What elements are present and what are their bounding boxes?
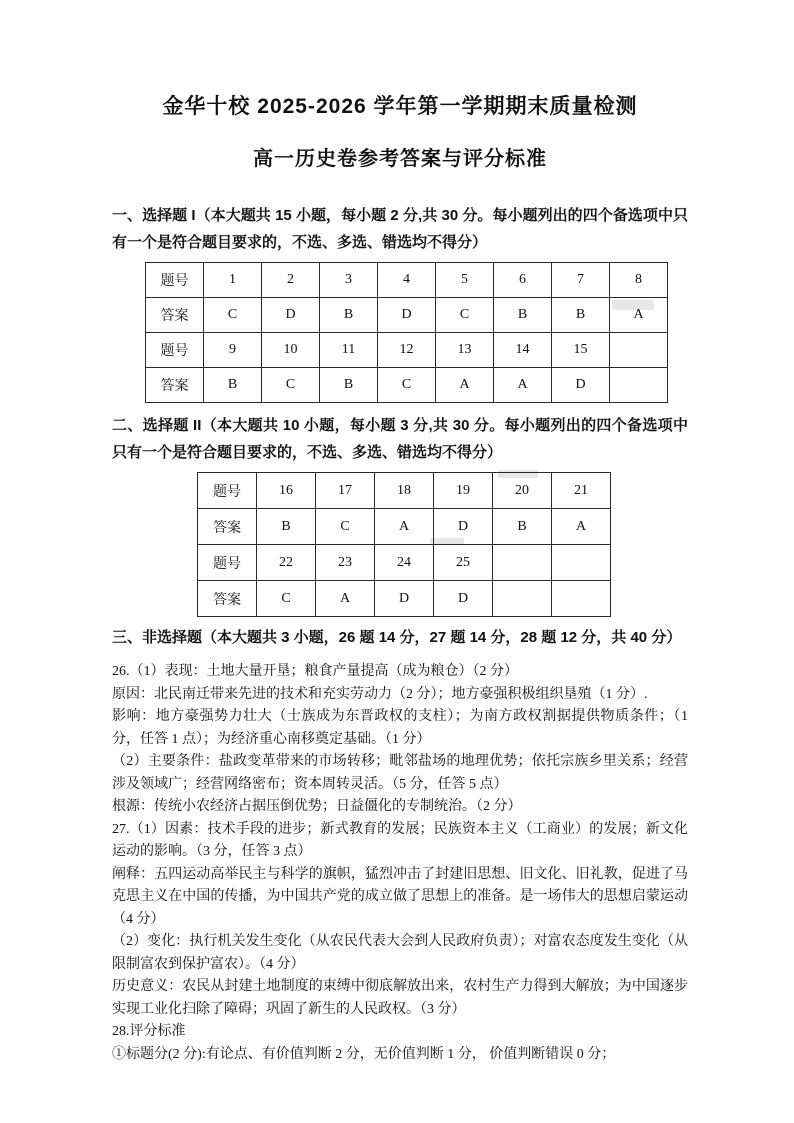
answer-cell: 8: [610, 263, 668, 298]
answer-cell: B: [494, 298, 552, 333]
table-row: [198, 581, 611, 617]
answer-cell: C: [316, 509, 375, 545]
answer-cell: B: [552, 298, 610, 333]
section2-heading: 二、选择题 II（本大题共 10 小题，每小题 3 分,共 30 分。每小题列出的四个备选项中只有一个是符合题目要求的，不选、多选、错选均不得分）: [112, 417, 688, 461]
answer-cell: 20: [493, 473, 552, 509]
answer-table-questions-1-15: [145, 262, 668, 403]
answer-cell: [610, 333, 668, 368]
answer-cell: 3: [320, 263, 378, 298]
answer-cell: D: [552, 368, 610, 403]
answer-cell: A: [436, 368, 494, 403]
answer-cell: 9: [204, 333, 262, 368]
page-subtitle: 高一历史卷参考答案与评分标准: [253, 148, 547, 170]
answer-cell: 19: [434, 473, 493, 509]
row-label-cell: 答案: [146, 368, 204, 403]
section3-heading: 三、非选择题（本大题共 3 小题，26 题 14 分，27 题 14 分，28 题 12 分，共 40 分）: [112, 629, 682, 646]
answer-cell: 11: [320, 333, 378, 368]
answer-cell: B: [493, 509, 552, 545]
answer-paragraph: 28.评分标准: [112, 1024, 186, 1039]
row-label-cell: 答案: [198, 581, 257, 617]
answer-cell: D: [434, 509, 493, 545]
answer-cell: A: [316, 581, 375, 617]
document-content: [112, 93, 688, 1066]
answer-cell: B: [320, 368, 378, 403]
answer-cell: 6: [494, 263, 552, 298]
answer-paragraph: 历史意义：农民从封建土地制度的束缚中彻底解放出来，农村生产力得到大解放；为中国逐步实现工业化扫除了障碍；巩固了新生的人民政权。（3 分）: [112, 979, 688, 1017]
answer-cell: B: [320, 298, 378, 333]
table-row: [146, 333, 668, 368]
answer-cell: D: [262, 298, 320, 333]
answer-cell: A: [375, 509, 434, 545]
row-label-cell: 题号: [146, 263, 204, 298]
answer-paragraph: 26.（1）表现：土地大量开垦；粮食产量提高（成为粮仓）（2 分）: [112, 664, 518, 679]
answer-paragraph: （2）变化：执行机关发生变化（从农民代表大会到人民政府负责）；对富农态度发生变化（从限制富农到保护富农）。（4 分）: [112, 934, 688, 972]
answer-cell: [493, 545, 552, 581]
answer-cell: 10: [262, 333, 320, 368]
answer-cell: D: [378, 298, 436, 333]
answer-paragraph: 阐释：五四运动高举民主与科学的旗帜，猛烈冲击了封建旧思想、旧文化、旧礼教，促进了马克思主义在中国的传播，为中国共产党的成立做了思想上的准备。是一场伟大的思想启蒙运动（4 分）: [112, 866, 688, 927]
answer-table-questions-16-25: [197, 472, 611, 617]
answer-cell: C: [378, 368, 436, 403]
answer-cell: 12: [378, 333, 436, 368]
answer-cell: C: [262, 368, 320, 403]
answer-cell: 2: [262, 263, 320, 298]
answer-cell: 25: [434, 545, 493, 581]
answer-paragraph: 影响：地方豪强势力壮大（士族成为东晋政权的支柱）；为南方政权割据提供物质条件；（1 分，任答 1 点）；为经济重心南移奠定基础。（1 分）: [112, 709, 688, 747]
table-row: [146, 368, 668, 403]
answer-cell: 13: [436, 333, 494, 368]
answer-cell: C: [436, 298, 494, 333]
answer-paragraph: 原因：北民南迁带来先进的技术和充实劳动力（2 分）；地方豪强积极组织垦殖（1 分）.: [112, 686, 648, 702]
free-response-answers: [112, 661, 688, 1066]
answer-cell: 5: [436, 263, 494, 298]
answer-cell: A: [552, 509, 611, 545]
answer-cell: 15: [552, 333, 610, 368]
row-label-cell: 答案: [198, 509, 257, 545]
answer-cell: C: [257, 581, 316, 617]
answer-cell: 1: [204, 263, 262, 298]
page-title: 金华十校 2025-2026 学年第一学期期末质量检测: [162, 95, 638, 118]
row-label-cell: 题号: [146, 333, 204, 368]
answer-cell: 21: [552, 473, 611, 509]
answer-cell: B: [204, 368, 262, 403]
section1-heading: 一、选择题 I（本大题共 15 小题，每小题 2 分,共 30 分。每小题列出的四个备选项中只有一个是符合题目要求的，不选、多选、错选均不得分）: [112, 207, 688, 251]
table-row: [198, 545, 611, 581]
answer-cell: 16: [257, 473, 316, 509]
answer-cell: B: [257, 509, 316, 545]
answer-paragraph: 27.（1）因素：技术手段的进步；新式教育的发展；民族资本主义（工商业）的发展；新文化运动的影响。（3 分，任答 3 点）: [112, 821, 688, 859]
answer-paragraph: 根源：传统小农经济占据压倒优势；日益僵化的专制统治。（2 分）: [112, 799, 522, 814]
row-label-cell: 题号: [198, 545, 257, 581]
answer-cell: 23: [316, 545, 375, 581]
answer-cell: 14: [494, 333, 552, 368]
answer-cell: A: [610, 298, 668, 333]
answer-cell: 18: [375, 473, 434, 509]
answer-cell: [552, 545, 611, 581]
answer-cell: [552, 581, 611, 617]
answer-cell: 4: [378, 263, 436, 298]
answer-cell: 22: [257, 545, 316, 581]
table-row: [198, 473, 611, 509]
answer-cell: C: [204, 298, 262, 333]
row-label-cell: 题号: [198, 473, 257, 509]
answer-paragraph: ①标题分(2 分):有论点、有价值判断 2 分，无价值判断 1 分， 价值判断错误 0 分；: [112, 1046, 616, 1062]
table-row: [146, 263, 668, 298]
answer-cell: [610, 368, 668, 403]
answer-cell: 17: [316, 473, 375, 509]
answer-cell: D: [434, 581, 493, 617]
table-row: [198, 509, 611, 545]
answer-cell: 7: [552, 263, 610, 298]
answer-cell: D: [375, 581, 434, 617]
answer-paragraph: （2）主要条件：盐政变革带来的市场转移；毗邻盐场的地理优势；依托宗族乡里关系；经营涉及领域广；经营网络密布；资本周转灵活。（5 分，任答 5 点）: [112, 754, 688, 792]
table-row: [146, 298, 668, 333]
answer-cell: A: [494, 368, 552, 403]
answer-cell: [493, 581, 552, 617]
answer-cell: 24: [375, 545, 434, 581]
row-label-cell: 答案: [146, 298, 204, 333]
